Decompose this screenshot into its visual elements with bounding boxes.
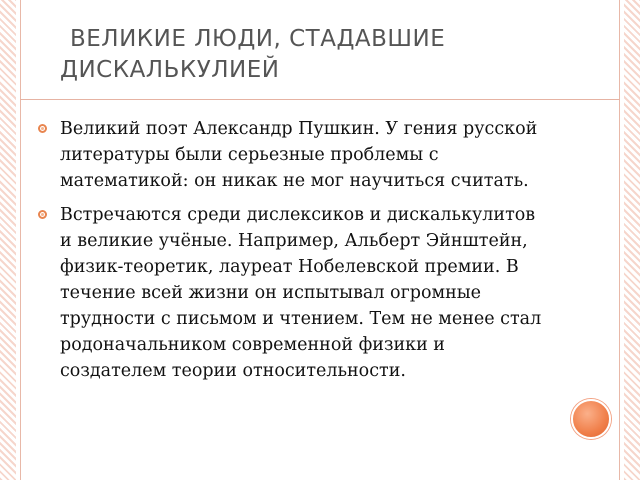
slide-title-line-1: ВЕЛИКИЕ ЛЮДИ, СТАДАВШИЕ [70,26,446,52]
decorative-orange-circle-icon [571,399,611,439]
decorative-stripe-left [0,0,16,480]
bullet-item [36,202,551,384]
decorative-stripe-right [624,0,640,480]
bullet-text: Великий поэт Александр Пушкин. У гения русской литературы были серьезные проблемы с математикой: он никак не мог научиться считать. [60,119,538,191]
bullet-text: Встречаются среди дислексиков и дискалькулитов и великие учёные. Например, Альберт Эйнштейн, физик-теоретик, лауреат Нобелевской премии. В течение всей жизни он испытывал огромные трудности с письмом и чтением. Тем не менее стал родоначальником современной физики и создателем теории относительности. [60,205,542,381]
slide-title-line-2: ДИСКАЛЬКУЛИЕЙ [60,57,280,83]
title-divider [20,99,620,100]
slide-body [36,116,551,392]
bullet-item [36,116,551,194]
slide-title [60,24,580,86]
bullet-circle-icon [38,210,47,219]
bullet-circle-icon [38,124,47,133]
